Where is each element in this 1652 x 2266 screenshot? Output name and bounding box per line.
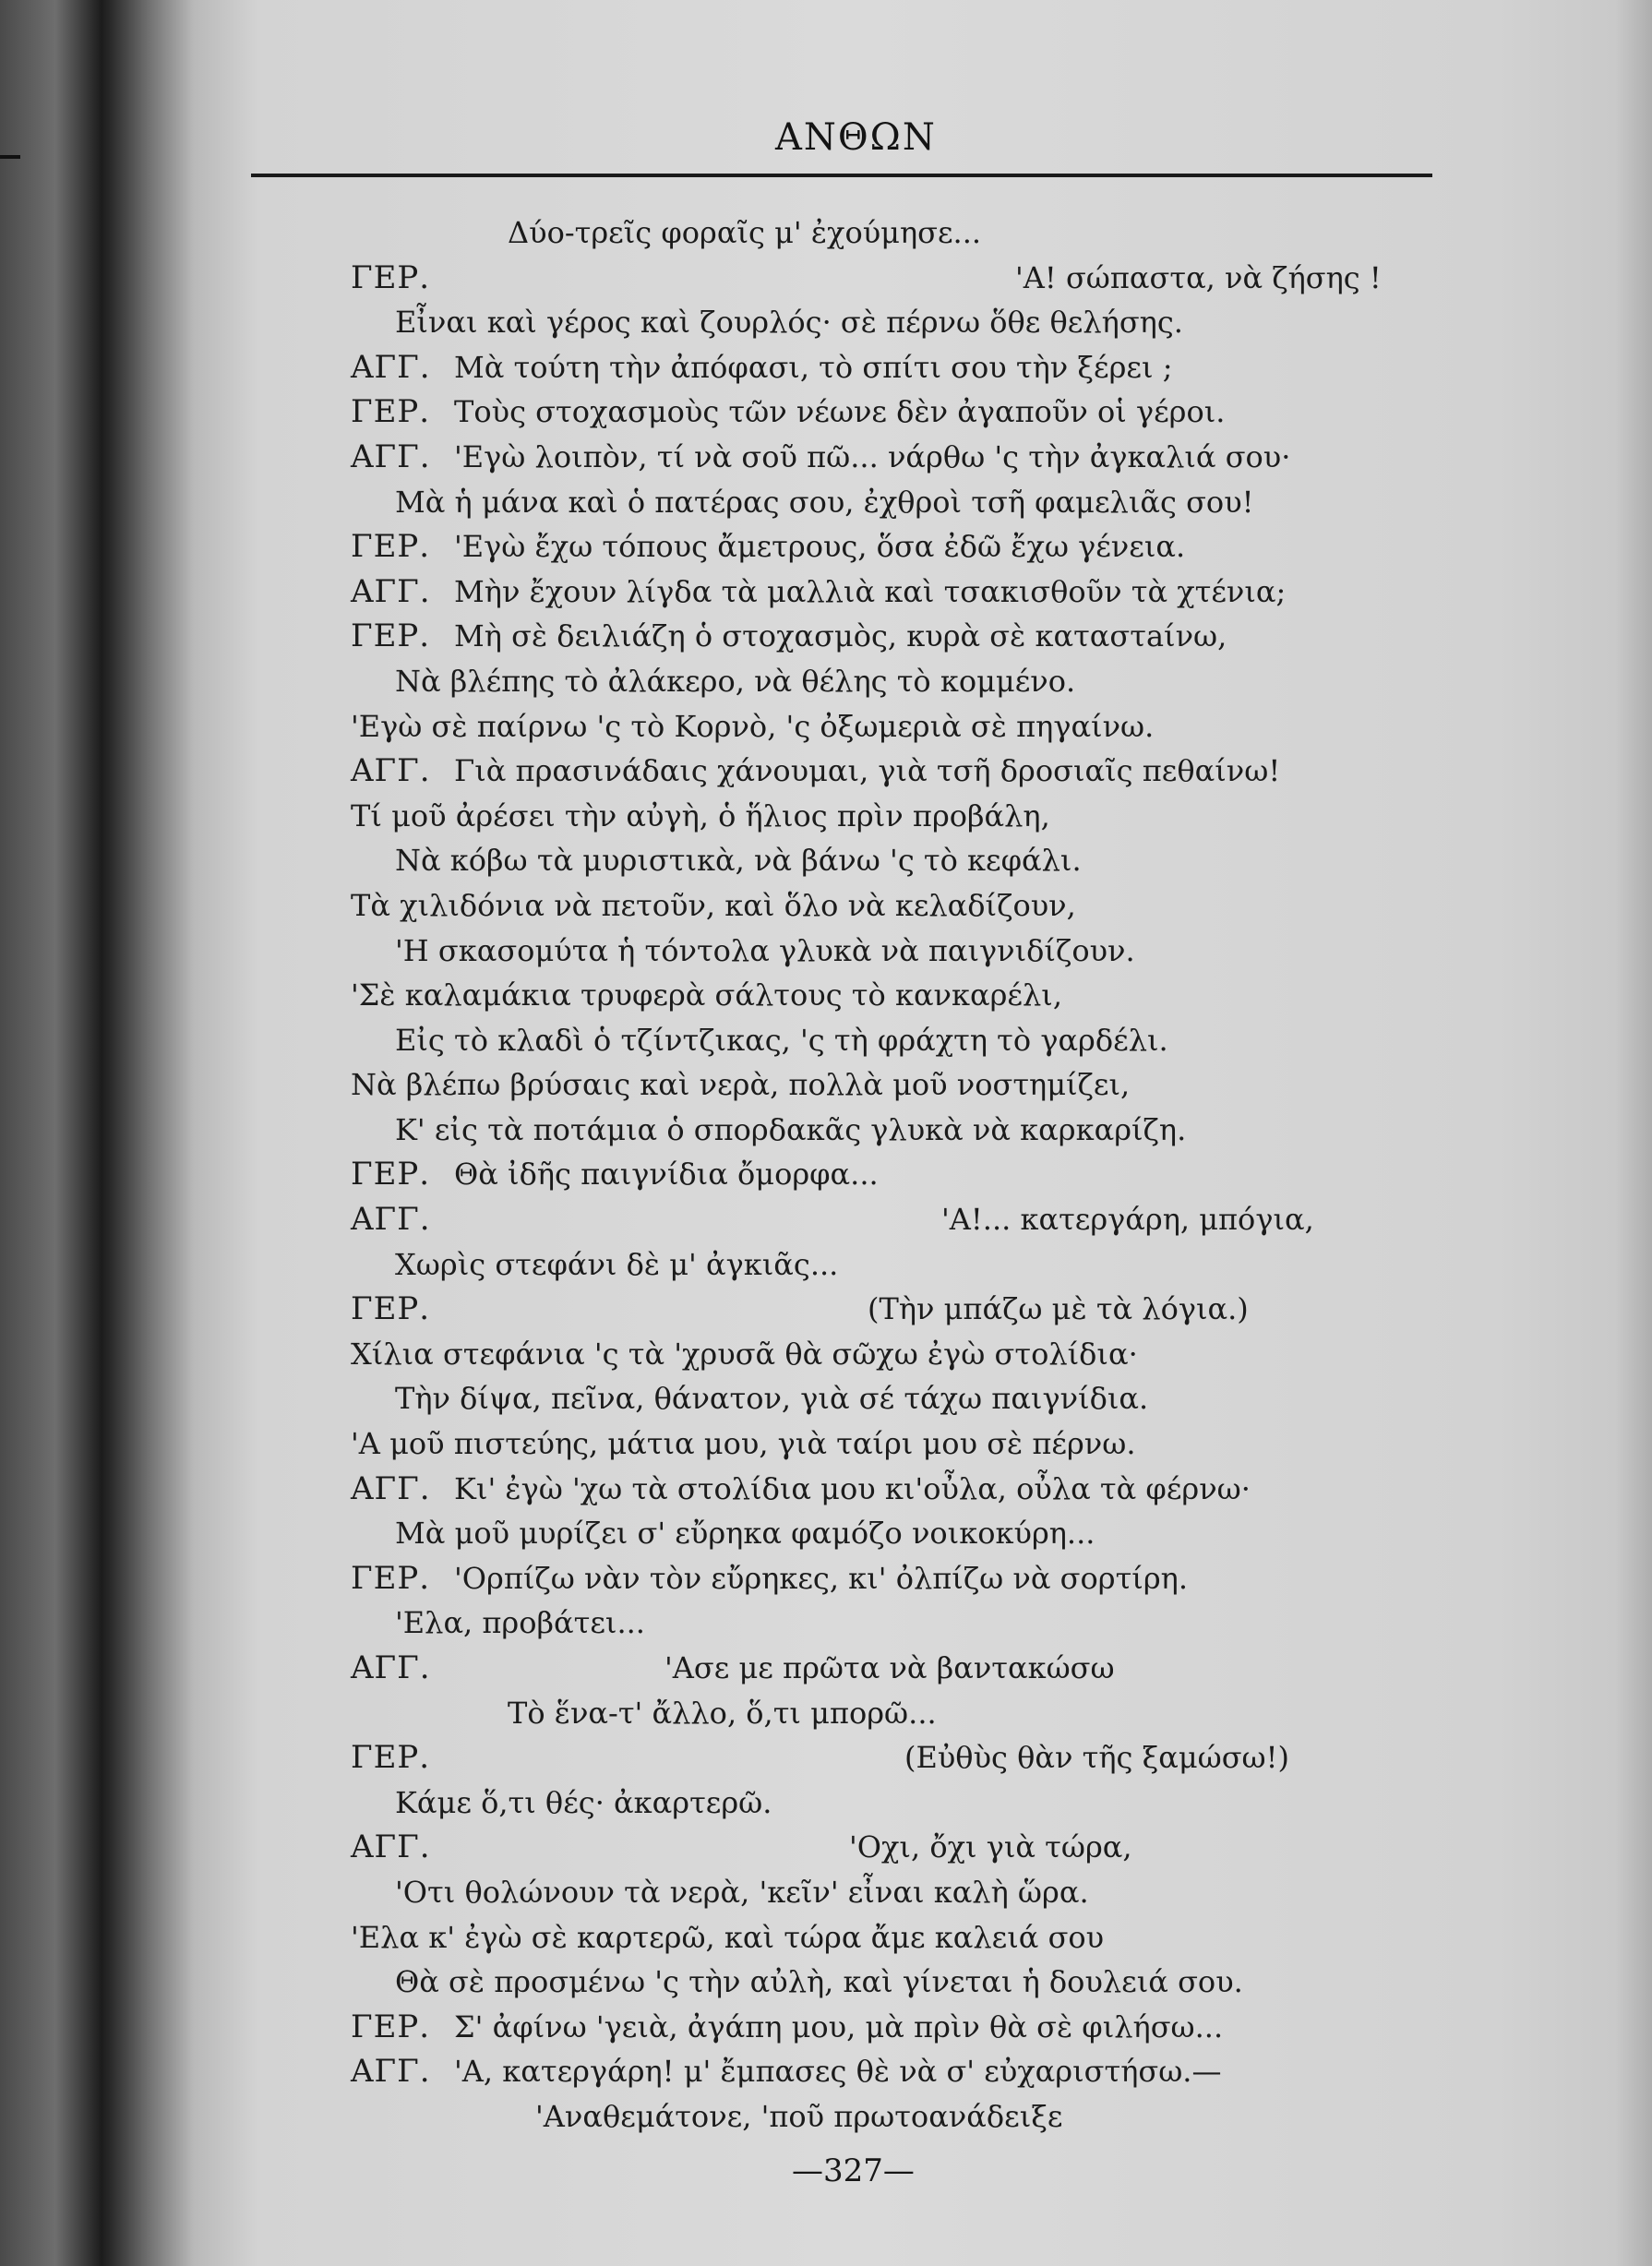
verse-line xyxy=(351,1691,1440,1736)
verse-line xyxy=(351,480,1440,525)
verse-line xyxy=(351,1152,1440,1197)
verse-line xyxy=(351,435,1440,480)
verse-text: Μὴν ἔχουν λίγδα τὰ μαλλιὰ καὶ τσακισθοῦν τὰ χτένια; xyxy=(454,573,1287,609)
verse-text: Μὰ μοῦ μυρίζει σ' εὔρηκα φαμόζο νοικοκύρη... xyxy=(395,1516,1095,1552)
verse-text: 'Οχι, ὄχι γιὰ τώρα, xyxy=(849,1829,1132,1865)
verse-text: 'Ορπίζω νὰν τὸν εὔρηκες, κι' ὀλπίζω νὰ σορτίρη. xyxy=(454,1560,1188,1596)
verse-line xyxy=(351,1735,1440,1780)
verse-text: 'Α μοῦ πιστεύης, μάτια μου, γιὰ ταίρι μου σὲ πέρνω. xyxy=(351,1426,1136,1462)
verse-text: 'Α, κατεργάρη! μ' ἔμπασες θὲ νὰ σ' εὐχαριστήσω.— xyxy=(454,2054,1222,2090)
verse-text: 'Εγὼ ἔχω τόπους ἄμετρους, ὅσα ἐδῶ ἔχω γένεια. xyxy=(454,529,1186,565)
verse-line xyxy=(351,1780,1440,1826)
verse-text: 'Α! σώπαστα, νὰ ζήσης ! xyxy=(1015,259,1382,295)
verse-text: Τοὺς στοχασμοὺς τῶν νέωνε δὲν ἀγαποῦν οἱ γέροι. xyxy=(454,394,1226,430)
verse-line xyxy=(351,838,1440,883)
verse-line xyxy=(351,1825,1440,1870)
verse-text: Κ' εἰς τὰ ποτάμια ὁ σπορδακᾶς γλυκὰ νὰ καρκαρίζη. xyxy=(395,1111,1187,1147)
verse-text: 'Ασε με πρῶτα νὰ βαντακώσω xyxy=(664,1650,1115,1685)
verse-line xyxy=(351,1601,1440,1646)
verse-text: Γιὰ πρασινάδαις χάνουμαι, γιὰ τσῆ δροσιαῖς πεθαίνω! xyxy=(454,753,1281,789)
speaker-label: ΑΓΓ. xyxy=(351,752,431,790)
verse-text: Κάμε ὅ,τι θές· ἀκαρτερῶ. xyxy=(395,1784,772,1820)
verse-line xyxy=(351,1646,1440,1691)
book-spine-shadow xyxy=(0,0,111,2266)
verse-text: Τὰ χιλιδόνια νὰ πετοῦν, καὶ ὅλο νὰ κελαδίζουν, xyxy=(351,887,1076,923)
verse-line xyxy=(351,2049,1440,2094)
speaker-label: ΑΓΓ. xyxy=(351,1828,431,1866)
verse-line xyxy=(351,390,1440,435)
poem-text xyxy=(351,210,1440,2140)
verse-line xyxy=(351,300,1440,345)
verse-line xyxy=(351,569,1440,615)
verse-line xyxy=(351,1556,1440,1601)
verse-line xyxy=(351,1108,1440,1153)
speaker-label: ΓΕΡ. xyxy=(351,258,431,296)
speaker-label: ΓΕΡ. xyxy=(351,617,431,655)
speaker-label: ΓΕΡ. xyxy=(351,1156,431,1193)
verse-line xyxy=(351,345,1440,390)
verse-text: Τὴν δίψα, πεῖνα, θάνατον, γιὰ σέ τάχω παιγνίδια. xyxy=(395,1381,1149,1417)
speaker-label: ΓΕΡ. xyxy=(351,1739,431,1777)
verse-text: Δύο-τρεῖς φοραῖς μ' ἐχούμησε... xyxy=(508,215,982,250)
speaker-label: ΑΓΓ. xyxy=(351,1469,431,1507)
verse-text: Τί μοῦ ἀρέσει τὴν αὐγὴ, ὁ ἥλιος πρὶν προβάλη, xyxy=(351,797,1050,833)
verse-line xyxy=(351,1018,1440,1063)
verse-text: Νὰ βλέπης τὸ ἀλάκερο, νὰ θέλης τὸ κομμένο. xyxy=(395,663,1076,699)
verse-line xyxy=(351,659,1440,704)
verse-text: 'Η σκασομύτα ἡ τόντολα γλυκὰ νὰ παιγνιδίζουν. xyxy=(395,932,1135,968)
verse-line xyxy=(351,614,1440,659)
verse-text: Εἰς τὸ κλαδὶ ὁ τζίντζικας, 'ς τὴ φράχτη τὸ γαρδέλι. xyxy=(395,1022,1168,1058)
speaker-label: ΑΓΓ. xyxy=(351,572,431,610)
header-rule xyxy=(251,174,1432,177)
verse-text: Σ' ἀφίνω 'γειὰ, ἀγάπη μου, μὰ πρὶν θὰ σὲ φιλήσω... xyxy=(454,2008,1224,2044)
verse-text: Μὴ σὲ δειλιάζη ὁ στοχασμὸς, κυρὰ σὲ καταστaίνω, xyxy=(454,618,1227,654)
speaker-label: ΑΓΓ. xyxy=(351,1649,431,1686)
verse-text: 'Ελα κ' ἐγὼ σὲ καρτερῶ, καὶ τώρα ἄμε καλειά σου xyxy=(351,1919,1105,1955)
verse-line xyxy=(351,210,1440,256)
verse-text: Τὸ ἕνα-τ' ἄλλο, ὅ,τι μπορῶ... xyxy=(508,1695,937,1731)
verse-text: (Εὐθὺς θὰν τῆς ξαμώσω!) xyxy=(904,1740,1289,1776)
verse-text: Θὰ ἰδῆς παιγνίδια ὄμορφα... xyxy=(454,1157,879,1193)
verse-line xyxy=(351,1421,1440,1467)
verse-text: 'Οτι θολώνουν τὰ νερὰ, 'κεῖν' εἶναι καλὴ ὥρα. xyxy=(395,1874,1089,1910)
verse-line xyxy=(351,794,1440,839)
verse-text: Νὰ βλέπω βρύσαις καὶ νερὰ, πολλὰ μοῦ νοστημίζει, xyxy=(351,1067,1131,1103)
verse-text: Μὰ ἡ μάνα καὶ ὁ πατέρας σου, ἐχθροὶ τσῆ φαμελιᾶς σου! xyxy=(395,484,1254,520)
verse-line xyxy=(351,973,1440,1018)
verse-text: 'Α!... κατεργάρη, μπόγια, xyxy=(941,1202,1314,1238)
verse-line xyxy=(351,1376,1440,1421)
verse-line xyxy=(351,1287,1440,1332)
verse-text: 'Εγὼ σὲ παίρνω 'ς τὸ Κορνὸ, 'ς ὀξωμεριὰ σὲ πηγαίνω. xyxy=(351,708,1155,744)
verse-text: Χωρὶς στεφάνι δὲ μ' ἀγκιᾶς... xyxy=(395,1246,839,1282)
verse-text: Εἶναι καὶ γέρος καὶ ζουρλός· σὲ πέρνω ὅθε θελήσης. xyxy=(395,305,1183,341)
verse-text: Κι' ἐγὼ 'χω τὰ στολίδια μου κι'οὖλα, οὖλα τὰ φέρνω· xyxy=(454,1470,1251,1506)
verse-text: 'Εγὼ λοιπὸν, τί νὰ σοῦ πῶ... νάρθω 'ς τὴν ἀγκαλιά σου· xyxy=(454,438,1291,474)
verse-line xyxy=(351,704,1440,749)
verse-line xyxy=(351,524,1440,569)
speaker-label: ΑΓΓ. xyxy=(351,2053,431,2091)
verse-line xyxy=(351,1197,1440,1242)
verse-line xyxy=(351,1915,1440,1960)
verse-text: 'Ελα, προβάτει... xyxy=(395,1605,645,1641)
verse-text: Θὰ σὲ προσμένω 'ς τὴν αὐλὴ, καὶ γίνεται ἡ δουλειά σου. xyxy=(395,1964,1243,2000)
verse-text: 'Σὲ καλαμάκια τρυφερὰ σάλτους τὸ κανκαρέλι, xyxy=(351,977,1062,1013)
speaker-label: ΓΕΡ. xyxy=(351,528,431,566)
verse-line xyxy=(351,1511,1440,1556)
speaker-label: ΓΕΡ. xyxy=(351,393,431,431)
verse-text: Χίλια στεφάνια 'ς τὰ 'χρυσᾶ θὰ σῶχω ἐγὼ στολίδια· xyxy=(351,1336,1138,1372)
speaker-label: ΑΓΓ. xyxy=(351,348,431,386)
verse-text: (Τὴν μπάζω μὲ τὰ λόγια.) xyxy=(868,1291,1249,1327)
verse-line xyxy=(351,1870,1440,1915)
page-number: —327— xyxy=(792,2152,915,2189)
verse-line xyxy=(351,1062,1440,1108)
verse-line xyxy=(351,2094,1440,2140)
running-header: ΑΝΘΩΝ xyxy=(775,116,937,159)
speaker-label: ΓΕΡ. xyxy=(351,1290,431,1328)
verse-line xyxy=(351,749,1440,794)
speaker-label: ΓΕΡ. xyxy=(351,1559,431,1597)
page-edge-shade xyxy=(1615,0,1652,2266)
verse-line xyxy=(351,1242,1440,1288)
verse-line xyxy=(351,929,1440,974)
verse-text: Νὰ κόβω τὰ μυριστικὰ, νὰ βάνω 'ς τὸ κεφάλι. xyxy=(395,843,1082,879)
speaker-label: ΓΕΡ. xyxy=(351,2008,431,2045)
verse-line xyxy=(351,883,1440,929)
verse-line xyxy=(351,2005,1440,2050)
previous-page-edge-mark xyxy=(0,155,20,159)
verse-line xyxy=(351,1332,1440,1377)
verse-line xyxy=(351,1960,1440,2005)
speaker-label: ΑΓΓ. xyxy=(351,438,431,475)
verse-text: 'Αναθεμάτονε, 'ποῦ πρωτοανάδειξε xyxy=(535,2098,1063,2134)
verse-line xyxy=(351,1467,1440,1512)
verse-text: Μὰ τούτη τὴν ἀπόφασι, τὸ σπίτι σου τὴν ξέρει ; xyxy=(454,349,1173,385)
verse-line xyxy=(351,256,1440,301)
speaker-label: ΑΓΓ. xyxy=(351,1201,431,1239)
